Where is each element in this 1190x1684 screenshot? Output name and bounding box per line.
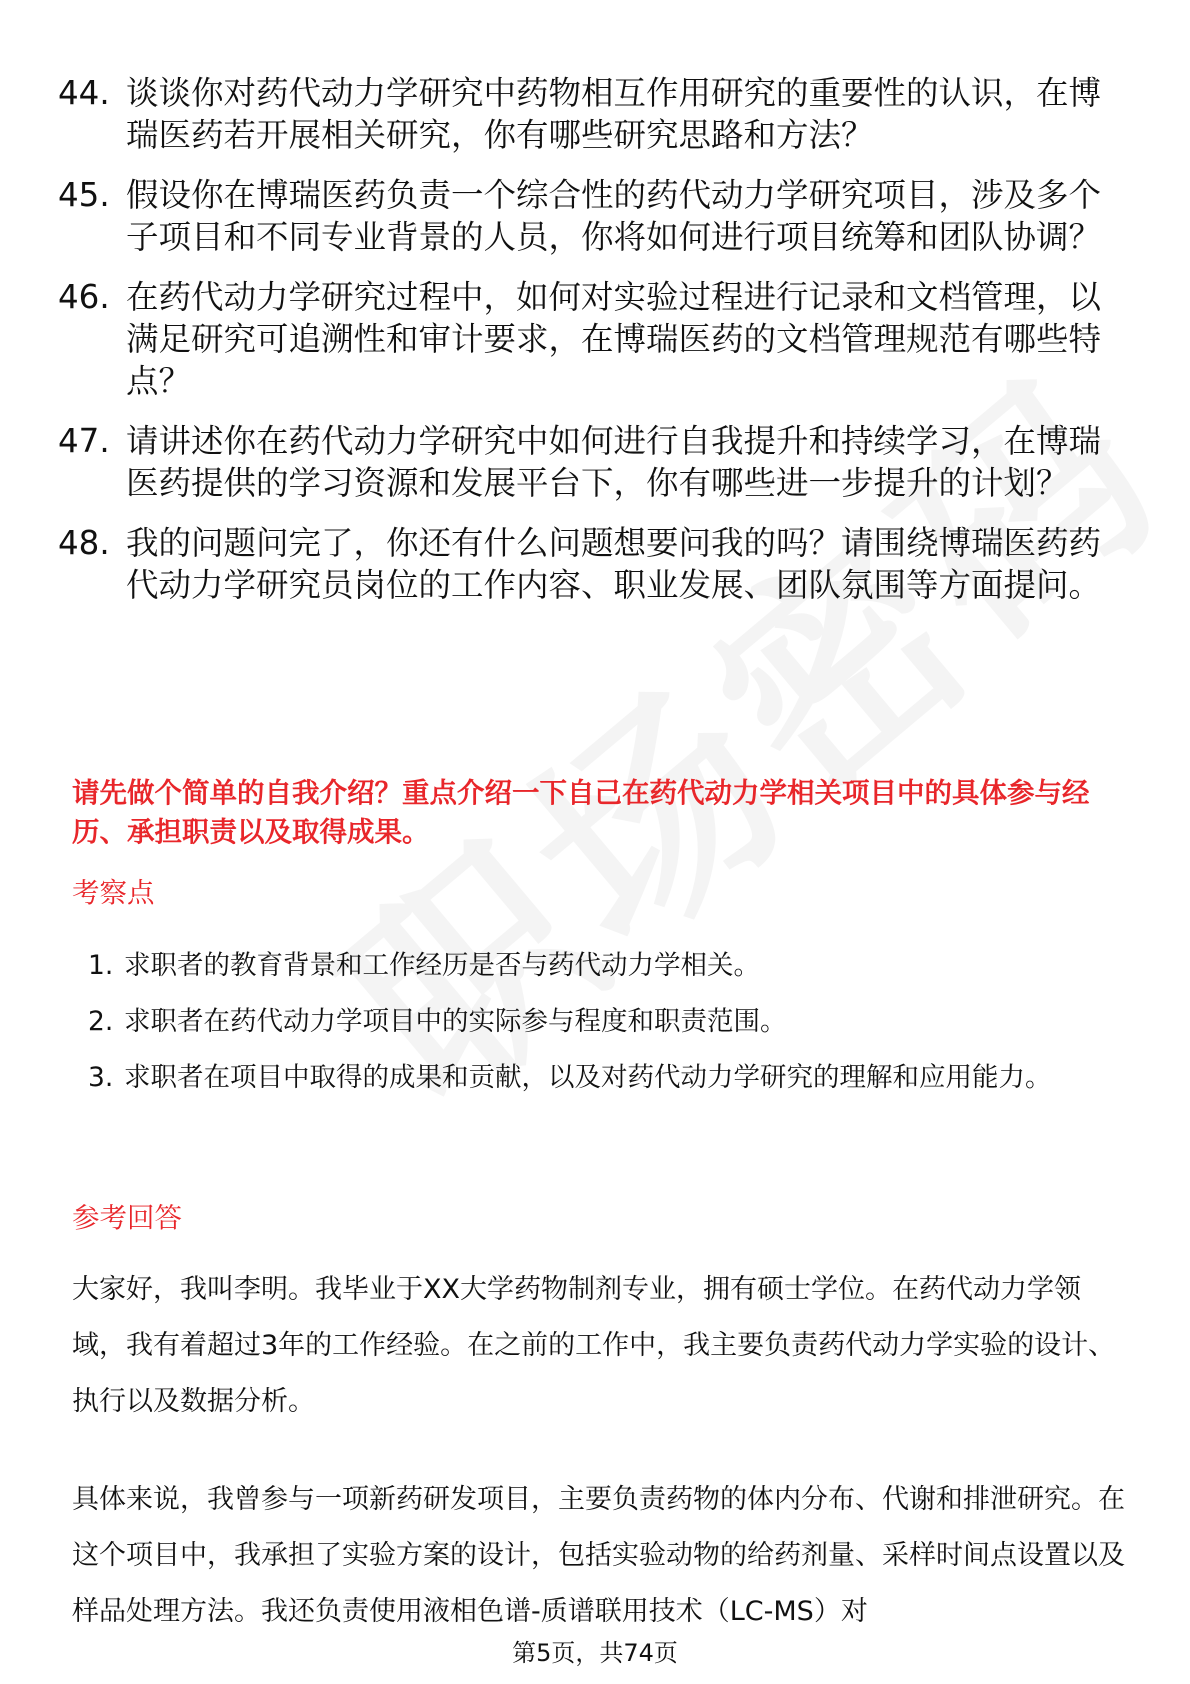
question-number: 47. xyxy=(58,422,110,460)
point-number: 3. xyxy=(88,1062,114,1093)
question-text: 在药代动力学研究过程中，如何对实验过程进行记录和文档管理，以满足研究可追溯性和审计要求，在博瑞医药的文档管理规范有哪些特点？ xyxy=(126,278,1102,400)
question-number: 45. xyxy=(58,176,110,214)
point-item xyxy=(72,938,1112,994)
section-title-points: 考察点 xyxy=(72,877,155,909)
question-text: 谈谈你对药代动力学研究中药物相互作用研究的重要性的认识，在博瑞医药若开展相关研究，你有哪些研究思路和方法？ xyxy=(126,74,1102,154)
point-item xyxy=(72,1050,1112,1106)
question-number: 48. xyxy=(58,524,110,562)
points-list xyxy=(72,938,1112,1106)
question-text: 我的问题问完了，你还有什么问题想要问我的吗？请围绕博瑞医药药代动力学研究员岗位的工作内容、职业发展、团队氛围等方面提问。 xyxy=(126,524,1102,604)
point-number: 2. xyxy=(88,1006,114,1037)
answer-paragraph: 具体来说，我曾参与一项新药研发项目，主要负责药物的体内分布、代谢和排泄研究。在这个项目中，我承担了实验方案的设计，包括实验动物的给药剂量、采样时间点设置以及样品处理方法。我还负责使用液相色谱-质谱联用技术（LC-MS）对 xyxy=(72,1484,1125,1627)
point-text: 求职者的教育背景和工作经历是否与药代动力学相关。 xyxy=(124,950,760,981)
question-item xyxy=(58,72,1118,156)
page-footer: 第5页，共74页 xyxy=(512,1639,678,1667)
point-text: 求职者在药代动力学项目中的实际参与程度和职责范围。 xyxy=(124,1006,787,1037)
question-text: 假设你在博瑞医药负责一个综合性的药代动力学研究项目，涉及多个子项目和不同专业背景的人员，你将如何进行项目统筹和团队协调？ xyxy=(126,176,1102,256)
point-text: 求职者在项目中取得的成果和贡献，以及对药代动力学研究的理解和应用能力。 xyxy=(124,1062,1052,1093)
question-list xyxy=(58,72,1118,624)
point-number: 1. xyxy=(88,950,114,981)
question-text: 请讲述你在药代动力学研究中如何进行自我提升和持续学习，在博瑞医药提供的学习资源和发展平台下，你有哪些进一步提升的计划？ xyxy=(126,422,1102,502)
highlight-question: 请先做个简单的自我介绍？重点介绍一下自己在药代动力学相关项目中的具体参与经历、承担职责以及取得成果。 xyxy=(72,777,1090,848)
question-item xyxy=(58,276,1118,402)
question-item xyxy=(58,174,1118,258)
answer-paragraph: 大家好，我叫李明。我毕业于XX大学药物制剂专业，拥有硕士学位。在药代动力学领域，我有着超过3年的工作经验。在之前的工作中，我主要负责药代动力学实验的设计、执行以及数据分析。 xyxy=(72,1274,1116,1417)
question-number: 46. xyxy=(58,278,110,316)
point-item xyxy=(72,994,1112,1050)
section-title-answer: 参考回答 xyxy=(72,1202,182,1234)
question-item xyxy=(58,420,1118,504)
question-number: 44. xyxy=(58,74,110,112)
question-item xyxy=(58,522,1118,606)
